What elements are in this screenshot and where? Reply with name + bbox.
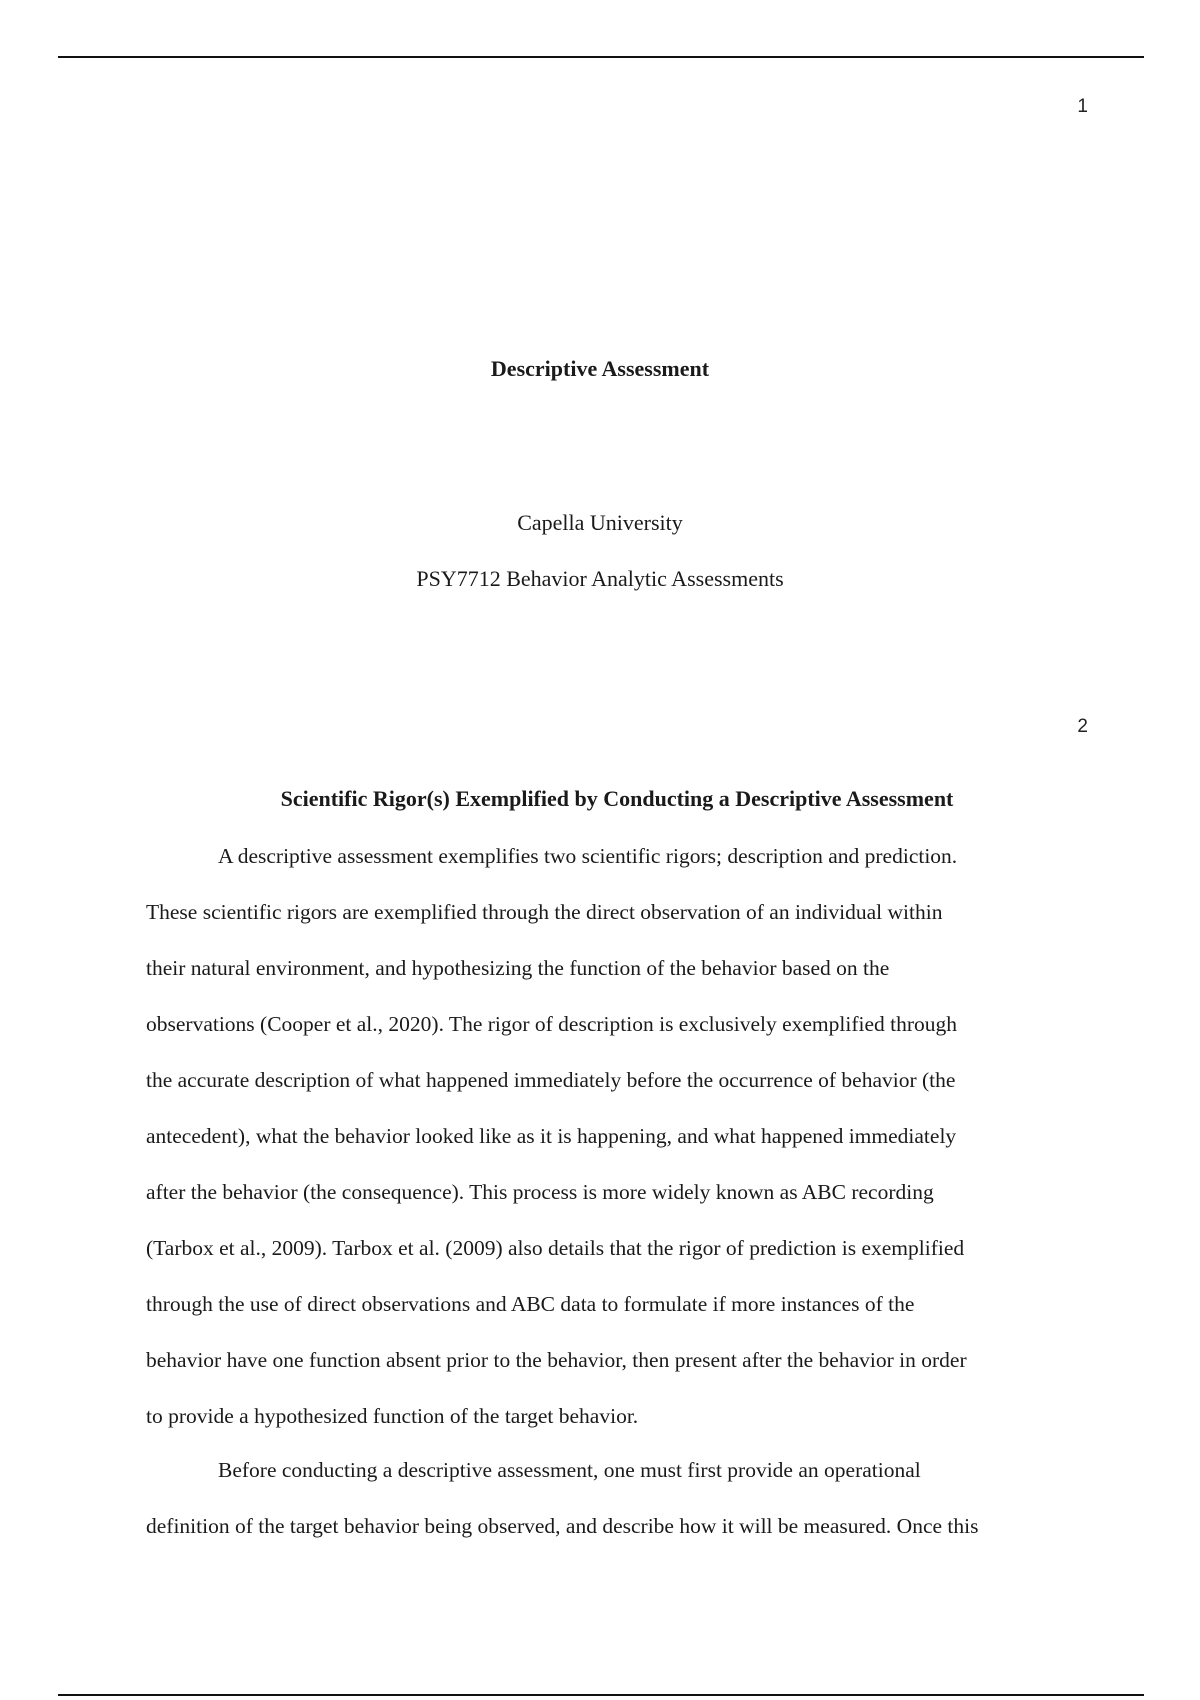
paragraph-line: (Tarbox et al., 2009). Tarbox et al. (2009) also details that the rigor of prediction is exemplified	[146, 1236, 965, 1260]
document-title: Descriptive Assessment	[490, 356, 710, 381]
course-name: PSY7712 Behavior Analytic Assessments	[416, 566, 784, 591]
page-number: 2	[1077, 716, 1088, 737]
paragraph-line: to provide a hypothesized function of the target behavior.	[146, 1404, 639, 1428]
paragraph-line: through the use of direct observations and ABC data to formulate if more instances of the	[146, 1292, 915, 1316]
page-bottom-rule	[58, 1694, 1144, 1696]
paragraph-line: A descriptive assessment exemplifies two scientific rigors; description and prediction.	[218, 844, 958, 868]
paragraph-line: behavior have one function absent prior to the behavior, then present after the behavior in order	[146, 1348, 967, 1372]
paragraph-line: observations (Cooper et al., 2020). The rigor of description is exclusively exemplified through	[146, 1012, 958, 1036]
body-paragraph	[146, 1442, 1086, 1554]
paragraph-line: antecedent), what the behavior looked like as it is happening, and what happened immediately	[146, 1124, 957, 1148]
page-top-rule	[58, 56, 1144, 58]
institution-name: Capella University	[517, 510, 683, 535]
paragraph-line: These scientific rigors are exemplified through the direct observation of an individual within	[146, 900, 943, 924]
paragraph-line: after the behavior (the consequence). This process is more widely known as ABC recording	[146, 1180, 934, 1204]
paragraph-line: definition of the target behavior being observed, and describe how it will be measured. Once this	[146, 1514, 979, 1538]
paragraph-line: the accurate description of what happened immediately before the occurrence of behavior (the	[146, 1068, 956, 1092]
body-paragraph	[146, 828, 1086, 1444]
paragraph-line: Before conducting a descriptive assessment, one must first provide an operational	[218, 1458, 921, 1482]
section-heading: Scientific Rigor(s) Exemplified by Conducting a Descriptive Assessment	[280, 786, 954, 811]
page-number: 1	[1077, 96, 1088, 117]
paragraph-line: their natural environment, and hypothesizing the function of the behavior based on the	[146, 956, 890, 980]
